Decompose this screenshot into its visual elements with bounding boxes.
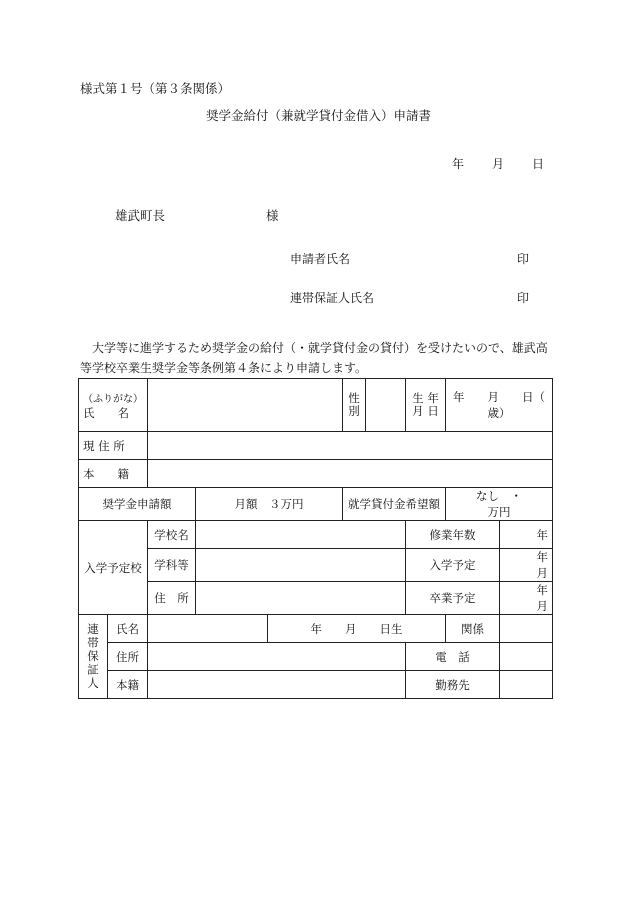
department-field[interactable] bbox=[196, 549, 406, 582]
guarantor-section-text: 連帯保証人 bbox=[86, 622, 100, 691]
furigana-label: （ふりがな） bbox=[83, 393, 143, 405]
document-title: 奨学金給付（兼就学貸付金借入）申請書 bbox=[206, 108, 432, 123]
loan-amount-field[interactable]: なし ・ 万円 bbox=[446, 488, 553, 521]
department-label: 学科等 bbox=[148, 549, 196, 582]
name-label-cell bbox=[79, 379, 148, 432]
graduate-plan-field[interactable]: 年 月 bbox=[500, 582, 553, 615]
school-section-label: 入学予定校 bbox=[79, 521, 148, 615]
workplace-label: 勤務先 bbox=[406, 671, 500, 699]
school-address-field[interactable] bbox=[196, 582, 406, 615]
loan-amount-label: 就学貸付金希望額 bbox=[343, 488, 446, 521]
guarantor-domicile-field[interactable] bbox=[148, 671, 406, 699]
sex-label: 性別 bbox=[343, 379, 366, 432]
domicile-label: 本 籍 bbox=[79, 460, 148, 488]
guarantor-name-label: 連帯保証人氏名 bbox=[290, 291, 375, 305]
name-field[interactable] bbox=[148, 379, 343, 432]
application-statement: 大学等に進学するため奨学金の給付（・就学貸付金の貸付）を受けたいので、雄武高等学校卒業生奨学金等条例第４条により申請します。 bbox=[80, 341, 548, 375]
phone-field[interactable] bbox=[500, 643, 553, 671]
application-table bbox=[78, 378, 603, 699]
guarantor-domicile-label: 本籍 bbox=[108, 671, 148, 699]
applicant-name-label: 申請者氏名 bbox=[290, 252, 351, 266]
relation-field[interactable] bbox=[500, 615, 553, 643]
form-number: 様式第１号（第３条関係） bbox=[80, 81, 231, 96]
school-name-label: 学校名 bbox=[148, 521, 196, 549]
domicile-field[interactable] bbox=[148, 460, 553, 488]
scholarship-amount-label: 奨学金申請額 bbox=[79, 488, 196, 521]
guarantor-address-field[interactable] bbox=[148, 643, 406, 671]
study-years-label: 修業年数 bbox=[406, 521, 500, 549]
date-day: 日 bbox=[532, 157, 545, 171]
date-year: 年 bbox=[452, 157, 465, 171]
guarantor-name-cell-label: 氏名 bbox=[108, 615, 148, 643]
school-name-field[interactable] bbox=[196, 521, 406, 549]
guarantor-section-label bbox=[79, 615, 108, 699]
phone-label: 電 話 bbox=[406, 643, 500, 671]
recipient: 雄武町長 bbox=[115, 208, 166, 223]
birth-label-1: 生 年 bbox=[412, 391, 439, 405]
name-label: 氏 名 bbox=[83, 405, 129, 420]
enroll-plan-field[interactable]: 年 月 bbox=[500, 549, 553, 582]
guarantor-name-field[interactable] bbox=[148, 615, 268, 643]
date-month: 月 bbox=[492, 157, 505, 171]
address-label: 現 住 所 bbox=[79, 432, 148, 460]
address-field[interactable] bbox=[148, 432, 553, 460]
guarantor-birth-field[interactable]: 年 月 日生 bbox=[268, 615, 446, 643]
school-address-label: 住 所 bbox=[148, 582, 196, 615]
guarantor-address-label: 住所 bbox=[108, 643, 148, 671]
sex-field[interactable] bbox=[366, 379, 406, 432]
honorific: 様 bbox=[266, 208, 279, 223]
enroll-plan-label: 入学予定 bbox=[406, 549, 500, 582]
relation-label: 関係 bbox=[446, 615, 500, 643]
monthly-amount: 月額 ３万円 bbox=[196, 488, 343, 521]
birth-label bbox=[406, 379, 446, 432]
study-years-field[interactable]: 年 bbox=[500, 521, 553, 549]
workplace-field[interactable] bbox=[500, 671, 553, 699]
birth-field[interactable]: 年 月 日（ 歳） bbox=[446, 379, 553, 432]
graduate-plan-label: 卒業予定 bbox=[406, 582, 500, 615]
guarantor-seal: 印 bbox=[517, 291, 530, 305]
birth-label-2: 月 日 bbox=[412, 404, 439, 418]
applicant-seal: 印 bbox=[517, 252, 530, 266]
date-line bbox=[452, 155, 544, 172]
